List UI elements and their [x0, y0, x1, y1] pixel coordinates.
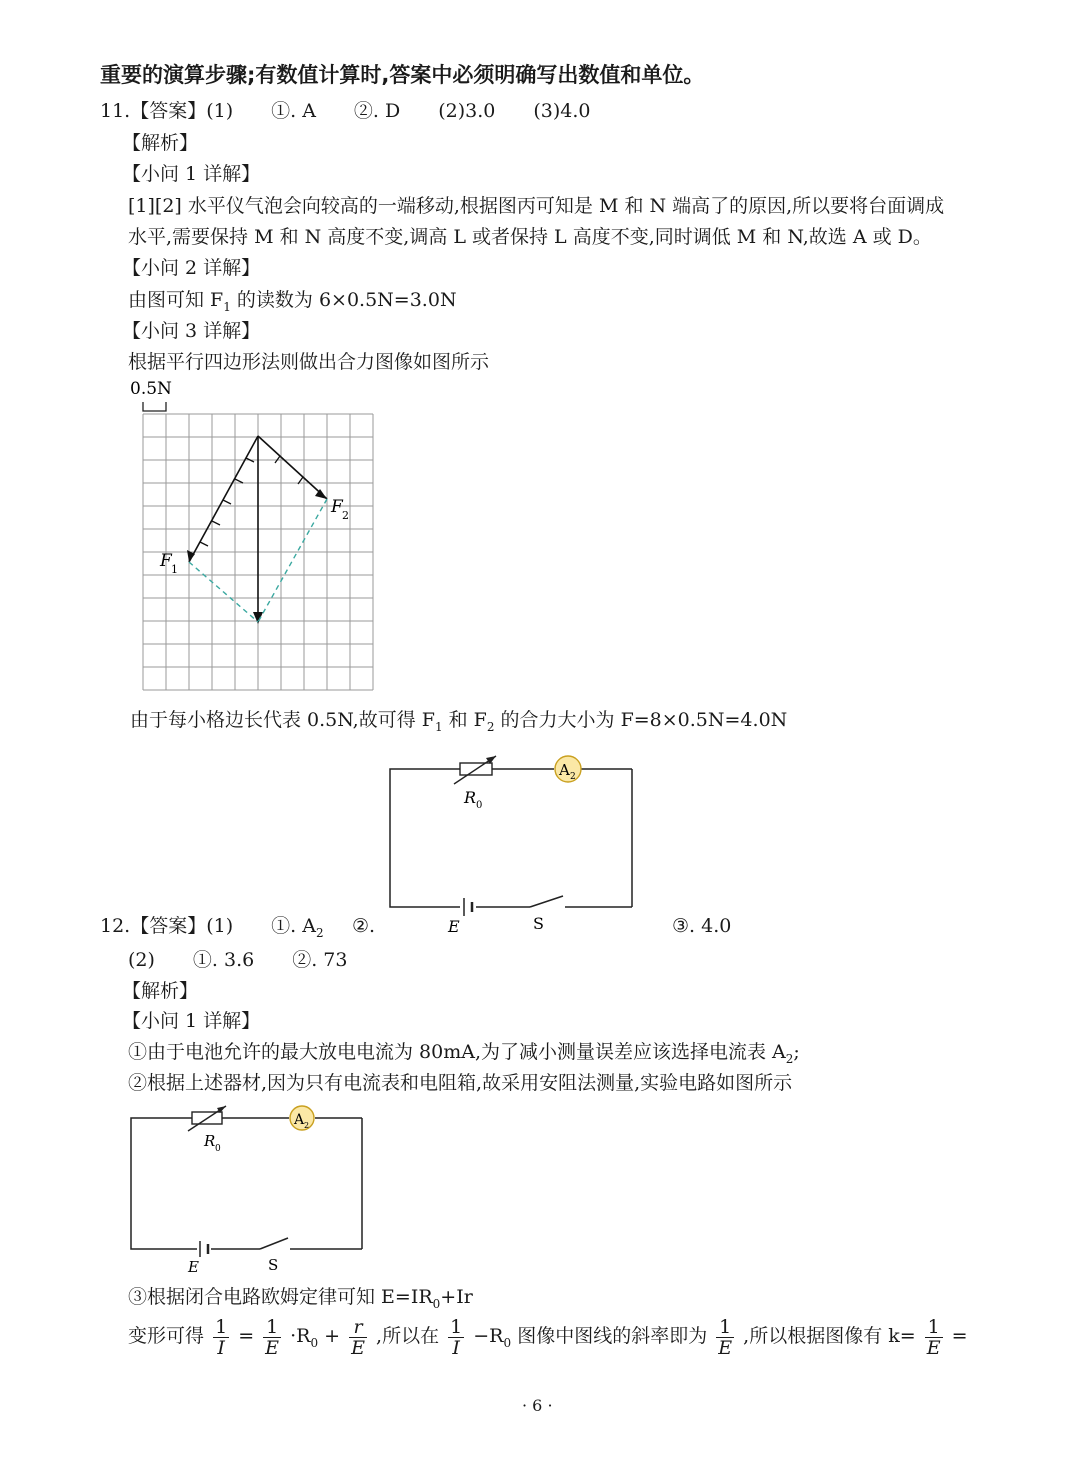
R0-label-sub: 0 — [476, 800, 483, 811]
switch-S — [530, 896, 563, 907]
q12-item2: ②根据上述器材,因为只有电流表和电阻箱,故采用安阻法测量,实验电路如图所示 — [128, 1072, 793, 1094]
S-label: S — [533, 914, 544, 933]
circuit-diagram-2 — [122, 1098, 372, 1278]
frac-r-over-E: $\frac{r}{E}$ — [351, 1315, 365, 1359]
q12-answer-b: ②. — [352, 915, 376, 937]
q12-sub1-title: 【小问 1 详解】 — [122, 1010, 261, 1032]
frac-1-over-E: $\frac{1}{E}$ — [265, 1315, 280, 1359]
A2-label-sub-small: 2 — [304, 1121, 310, 1130]
circuit-diagram-1 — [380, 748, 645, 938]
q11-sub2-title: 【小问 2 详解】 — [122, 257, 261, 279]
q11-conclusion: 由于每小格边长代表 0.5N,故可得 $F_1$ 和 $F_2$ 的合力大小为 F=8×0.5N=4.0N — [130, 709, 788, 734]
A2-label: A — [559, 761, 570, 779]
R0-label-small: R — [204, 1132, 216, 1150]
switch-S-small — [260, 1238, 288, 1249]
q11-jiexi: 【解析】 — [122, 132, 199, 154]
q12-answer-a: 12.【答案】(1) ①. $A_2$ — [100, 915, 324, 940]
q12-line2: (2) ①. 3.6 ②. 73 — [128, 949, 348, 971]
frac-1-over-I: $\frac{1}{I}$ — [215, 1315, 228, 1359]
E-label: E — [448, 917, 460, 936]
header-line: 重要的演算步骤;有数值计算时,答案中必须明确写出数值和单位。 — [100, 63, 705, 87]
q12-deform-line: 变形可得 $\frac{1}{I}$ = $\frac{1}{E}$ $\cdot R_0$ + $\frac{r}{E}$ ,所以在 $\frac{1}{I}$ $-R_0$ 图像中图线的斜率即为 $\frac{1}{E}$ ,所以根据图像有 k= $\frac{1}{E}$ = — [128, 1315, 968, 1359]
force-grid-diagram — [120, 372, 390, 707]
R0-label-sub-small: 0 — [215, 1144, 221, 1154]
q11-sub3-line: 根据平行四边形法则做出合力图像如图所示 — [128, 351, 490, 373]
q12-item3: ③根据闭合电路欧姆定律可知 $E=IR_0+Ir$ — [128, 1286, 473, 1311]
F2-label: F — [331, 497, 343, 517]
S-label-small: S — [268, 1256, 279, 1274]
frac-1-over-E-slope: $\frac{1}{E}$ — [718, 1315, 733, 1359]
grid-scale-bracket — [143, 402, 166, 411]
F1-label: F — [160, 551, 172, 571]
parallelogram-dash-2 — [258, 499, 327, 622]
force-F2-arrow — [258, 436, 327, 499]
A2-label-sub: 2 — [570, 772, 576, 782]
force-F1-arrow — [189, 436, 258, 562]
q12-answer-c: ③. 4.0 — [672, 915, 732, 937]
frac-1-over-E-k: $\frac{1}{E}$ — [926, 1315, 941, 1359]
q11-sub1-title: 【小问 1 详解】 — [122, 163, 261, 185]
page-number: · 6 · — [522, 1396, 553, 1415]
resultant-arrow-head — [253, 612, 263, 624]
q11-sub3-title: 【小问 3 详解】 — [122, 320, 261, 342]
q11-sub1-line2: 水平,需要保持 M 和 N 高度不变,调高 L 或者保持 L 高度不变,同时调低 M 和 N,故选 A 或 D。 — [128, 226, 932, 248]
q12-item1: ①由于电池允许的最大放电电流为 80mA,为了减小测量误差应该选择电流表 $A_2$; — [128, 1041, 800, 1066]
q12-jiexi: 【解析】 — [122, 980, 199, 1002]
grid-scale-label: 0.5N — [130, 379, 172, 399]
frac-1-over-I-axis: $\frac{1}{I}$ — [450, 1315, 463, 1359]
q11-sub2-line: 由图可知 $F_1$ 的读数为 6×0.5N=3.0N — [128, 289, 457, 314]
F1-label-sub: 1 — [171, 563, 178, 576]
A2-label-small: A — [294, 1112, 305, 1128]
F1-ticks — [200, 458, 254, 546]
parallelogram-dash-1 — [189, 562, 258, 622]
E-label-small: E — [188, 1258, 199, 1276]
R0-label: R — [464, 788, 477, 807]
F2-label-sub: 2 — [342, 509, 349, 522]
q11-sub1-line1: [1][2] 水平仪气泡会向较高的一端移动,根据图丙可知是 M 和 N 端高了的原因,所以要将台面调成 — [128, 195, 945, 217]
q11-answer-line: 11.【答案】(1) ①. A ②. D (2)3.0 (3)4.0 — [100, 100, 591, 122]
